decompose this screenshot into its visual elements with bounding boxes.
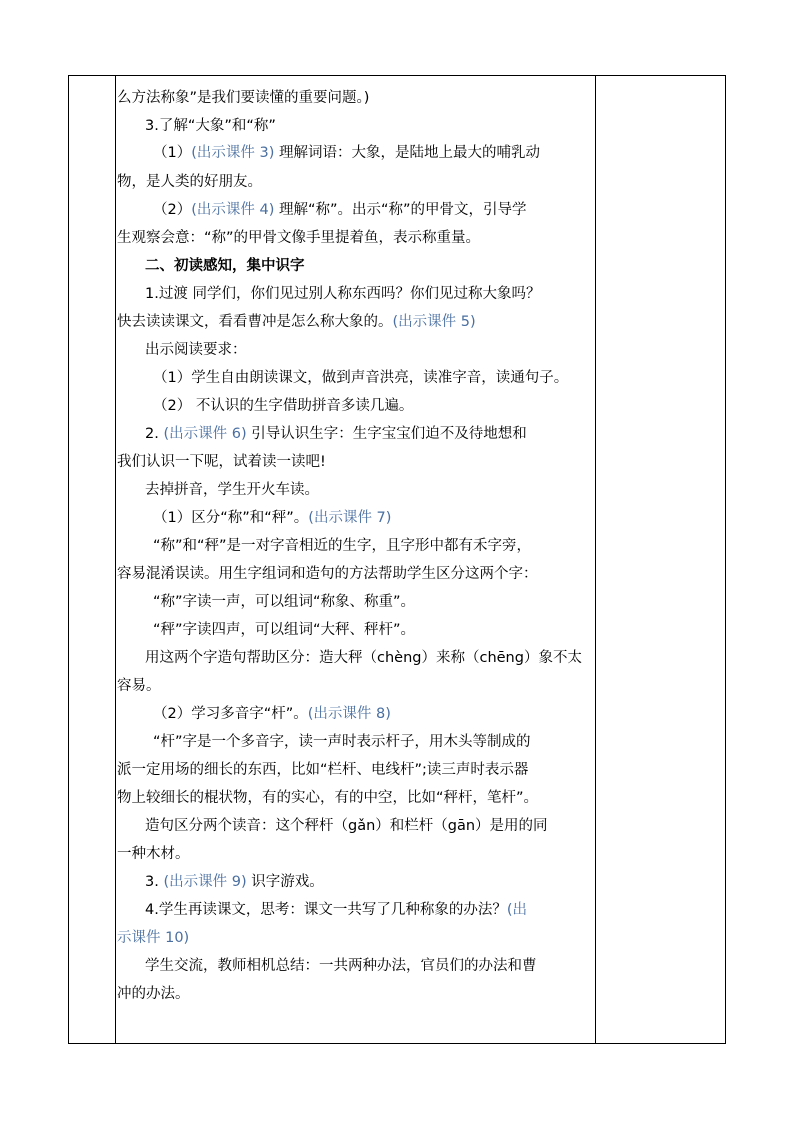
text-line: 派一定用场的细长的东西，比如“栏杆、电线杆”;读三声时表示器 (117, 762, 529, 778)
text-line: （2）(出示课件 4) 理解“称”。出示“称”的甲骨文，引导学 (153, 202, 527, 218)
column-divider-left (115, 76, 116, 1043)
text-line: 用这两个字造句帮助区分：造大秤（chèng）来称（chēng）象不太 (145, 650, 582, 666)
text-line: （2） 不认识的生字借助拼音多读几遍。 (153, 398, 414, 414)
text-line: 1.过渡 同学们，你们见过别人称东西吗？你们见过称大象吗？ (145, 286, 541, 302)
courseware-ref: (出示课件 7) (308, 510, 392, 526)
text-line: 3.了解“大象”和“称” (145, 118, 276, 134)
section-heading: 二、初读感知，集中识字 (145, 258, 305, 274)
courseware-ref: (出 (506, 902, 528, 918)
text-line: “秤”字读四声，可以组词“大秤、秤杆”。 (153, 622, 416, 638)
text-line: “称”和“秤”是一对字音相近的生字，且字形中都有禾字旁， (153, 538, 532, 554)
text-line: 一种木材。 (117, 846, 190, 862)
courseware-ref: (出示课件 9) (163, 874, 247, 890)
text-line: 3. (出示课件 9) 识字游戏。 (145, 874, 324, 890)
courseware-ref: (出示课件 4) (191, 202, 275, 218)
text-line: 容易。 (117, 678, 161, 694)
text-line: 物上较细长的棍状物，有的实心，有的中空，比如“秤杆，笔杆”。 (117, 790, 539, 806)
text-line: 2. (出示课件 6) 引导认识生字：生字宝宝们迫不及待地想和 (145, 426, 527, 442)
text-line: 物，是人类的好朋友。 (117, 174, 262, 190)
text-line: 4.学生再读课文，思考：课文一共写了几种称象的办法？(出 (145, 902, 528, 918)
column-divider-right (595, 76, 596, 1043)
text-line: 冲的办法。 (117, 986, 190, 1002)
text-line: 出示阅读要求： (145, 342, 247, 358)
courseware-ref: (出示课件 8) (307, 706, 391, 722)
text-line: 么方法称象”是我们要读懂的重要问题。) (117, 90, 370, 106)
courseware-ref: (出示课件 6) (163, 426, 247, 442)
text-line: 造句区分两个读音：这个秤杆（gǎn）和栏杆（gān）是用的同 (145, 818, 548, 834)
text-line: （2）学习多音字“杆”。(出示课件 8) (153, 706, 391, 722)
text-line: 我们认识一下呢，试着读一读吧! (117, 454, 326, 470)
lesson-table (68, 75, 726, 1044)
courseware-ref: (出示课件 5) (392, 314, 476, 330)
text-line: （1）区分“称”和“秤”。(出示课件 7) (153, 510, 392, 526)
text-line: 生观察会意：“称”的甲骨文像手里提着鱼，表示称重量。 (117, 230, 481, 246)
text-line: 快去读读课文，看看曹冲是怎么称大象的。(出示课件 5) (117, 314, 476, 330)
text-line: 去掉拼音，学生开火车读。 (145, 482, 319, 498)
courseware-ref: (出示课件 3) (191, 145, 275, 161)
text-line: （1）学生自由朗读课文，做到声音洪亮，读准字音，读通句子。 (153, 370, 569, 386)
text-line: “杆”字是一个多音字，读一声时表示杆子，用木头等制成的 (153, 734, 531, 750)
text-line: 容易混淆误读。用生字组词和造句的方法帮助学生区分这两个字： (117, 566, 538, 582)
text-line: 示课件 10) (117, 930, 190, 946)
text-line: 学生交流，教师相机总结：一共两种办法，官员们的办法和曹 (145, 958, 537, 974)
text-line: “称”字读一声，可以组词“称象、称重”。 (153, 594, 416, 610)
text-line: （1）(出示课件 3) 理解词语：大象，是陆地上最大的哺乳动 (153, 145, 540, 161)
